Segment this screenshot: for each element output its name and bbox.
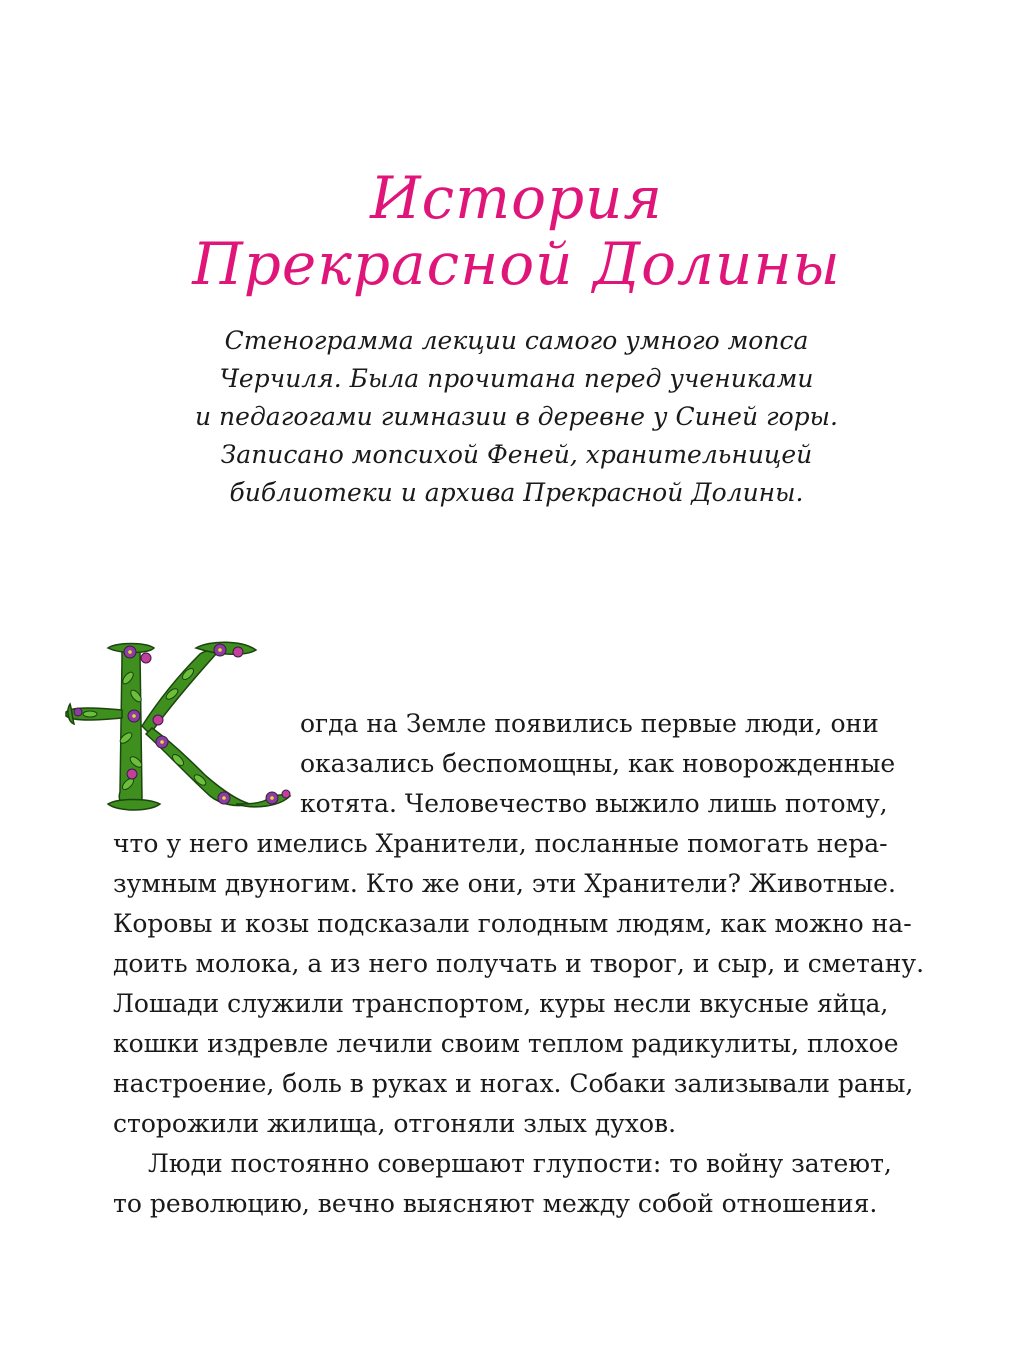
body-line: то революцию, вечно выясняют между собой отношения.	[113, 1189, 878, 1218]
intro-line: Записано мопсихой Феней, хранительницей	[220, 440, 813, 469]
drop-cap-letter	[60, 638, 300, 818]
intro-line: и педагогами гимназии в деревне у Синей горы.	[195, 402, 838, 431]
intro-line: библиотеки и архива Прекрасной Долины.	[229, 478, 804, 507]
chapter-title-line-1: История	[370, 164, 663, 232]
chapter-title	[0, 165, 1033, 297]
body-line: котята. Человечество выжило лишь потому,	[300, 789, 888, 818]
chapter-title-line-2: Прекрасной Долины	[192, 230, 841, 298]
vine-letter-k-icon	[60, 638, 300, 818]
body-line: настроение, боль в руках и ногах. Собаки зализывали раны,	[113, 1069, 914, 1098]
body-line: кошки издревле лечили своим теплом радикулиты, плохое	[113, 1029, 899, 1058]
body-line: огда на Земле появились первые люди, они	[300, 709, 879, 738]
intro-epigraph	[0, 322, 1033, 512]
intro-line: Стенограмма лекции самого умного мопса	[224, 326, 809, 355]
body-line: зумным двуногим. Кто же они, эти Хранители? Животные.	[113, 869, 896, 898]
body-line: доить молока, а из него получать и творог, и сыр, и сметану.	[113, 949, 925, 978]
body-line: Коровы и козы подсказали голодным людям, как можно на-	[113, 909, 912, 938]
body-line: сторожили жилища, отгоняли злых духов.	[113, 1109, 677, 1138]
body-line: Лошади служили транспортом, куры несли вкусные яйца,	[113, 989, 889, 1018]
body-line-paragraph-start: Люди постоянно совершают глупости: то войну затеют,	[148, 1149, 892, 1178]
body-line: что у него имелись Хранители, посланные помогать нера-	[113, 829, 888, 858]
body-line: оказались беспомощны, как новорожденные	[300, 749, 896, 778]
intro-line: Черчиля. Была прочитана перед учениками	[219, 364, 814, 393]
